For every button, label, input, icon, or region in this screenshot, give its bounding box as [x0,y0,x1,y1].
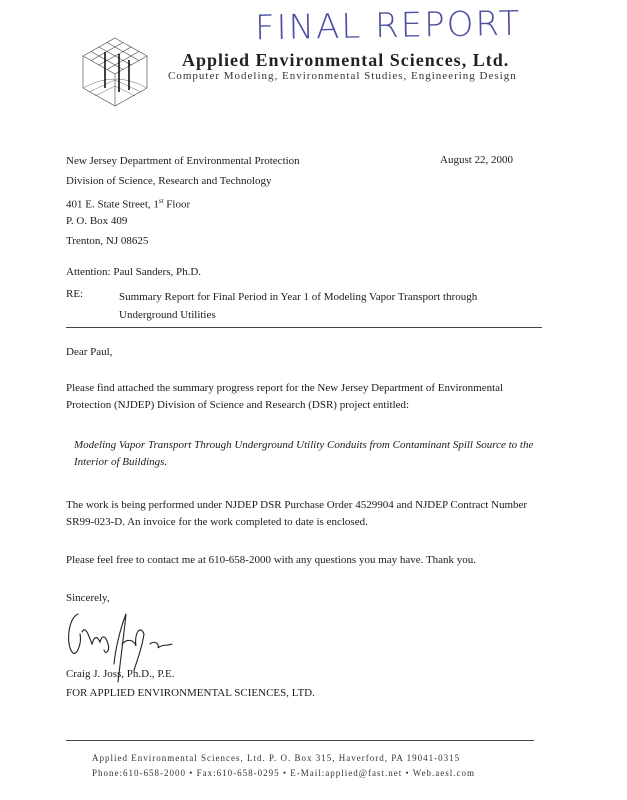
re-subject: Summary Report for Final Period in Year 1 of Modeling Vapor Transport through Underground Utilities [119,291,478,321]
company-tagline: Computer Modeling, Environmental Studies, Engineering Design [168,70,517,82]
re-label: RE: [66,288,84,300]
recipient-line-1: New Jersey Department of Environmental Protection [66,155,300,167]
body-paragraph-1: Please find attached the summary progress report for the New Jersey Department of Environmental Protection (NJDEP) Division of Science and Research (DSR) project entitled: [66,382,504,411]
footer-divider [66,740,534,741]
attention-line: Attention: Paul Sanders, Ph.D. [66,266,202,278]
subject-divider [66,327,542,328]
body-paragraph-2: The work is being performed under NJDEP DSR Purchase Order 4529904 and NJDEP Contract Number SR99-023-D. An invoice for the work completed to date is enclosed. [66,499,528,528]
signer-company: FOR APPLIED ENVIRONMENTAL SCIENCES, LTD. [66,687,315,699]
recipient-line-4: P. O. Box 409 [66,215,128,227]
recipient-line-5: Trenton, NJ 08625 [66,235,149,247]
company-logo-icon [75,30,155,115]
body-paragraph-3: Please feel free to contact me at 610-658-2000 with any questions you may have. Thank you. [66,554,477,566]
floor-ordinal: st [158,197,164,205]
floor-label: Floor [163,198,191,211]
recipient-line-3 [66,194,190,212]
company-name: Applied Environmental Sciences, Ltd. [182,50,510,70]
signer-name: Craig J. Joss, Ph.D., P.E. [66,668,175,680]
footer-address: Applied Environmental Sciences, Ltd. P. O. Box 315, Haverford, PA 19041-0315 [92,753,461,763]
footer-contact: Phone:610-658-2000 • Fax:610-658-0295 • E-Mail:applied@fast.net • Web.aesl.com [92,768,476,778]
letter-date: August 22, 2000 [440,154,514,166]
project-title: Modeling Vapor Transport Through Underground Utility Conduits from Contaminant Spill Source to the Interior of Buildings. [74,439,534,468]
street-address: 401 E. State Street, 1 [66,198,159,211]
recipient-line-2: Division of Science, Research and Technology [66,175,272,187]
salutation: Dear Paul, [66,346,113,358]
final-report-stamp: FINAL REPORT [254,3,522,49]
closing: Sincerely, [66,592,110,604]
